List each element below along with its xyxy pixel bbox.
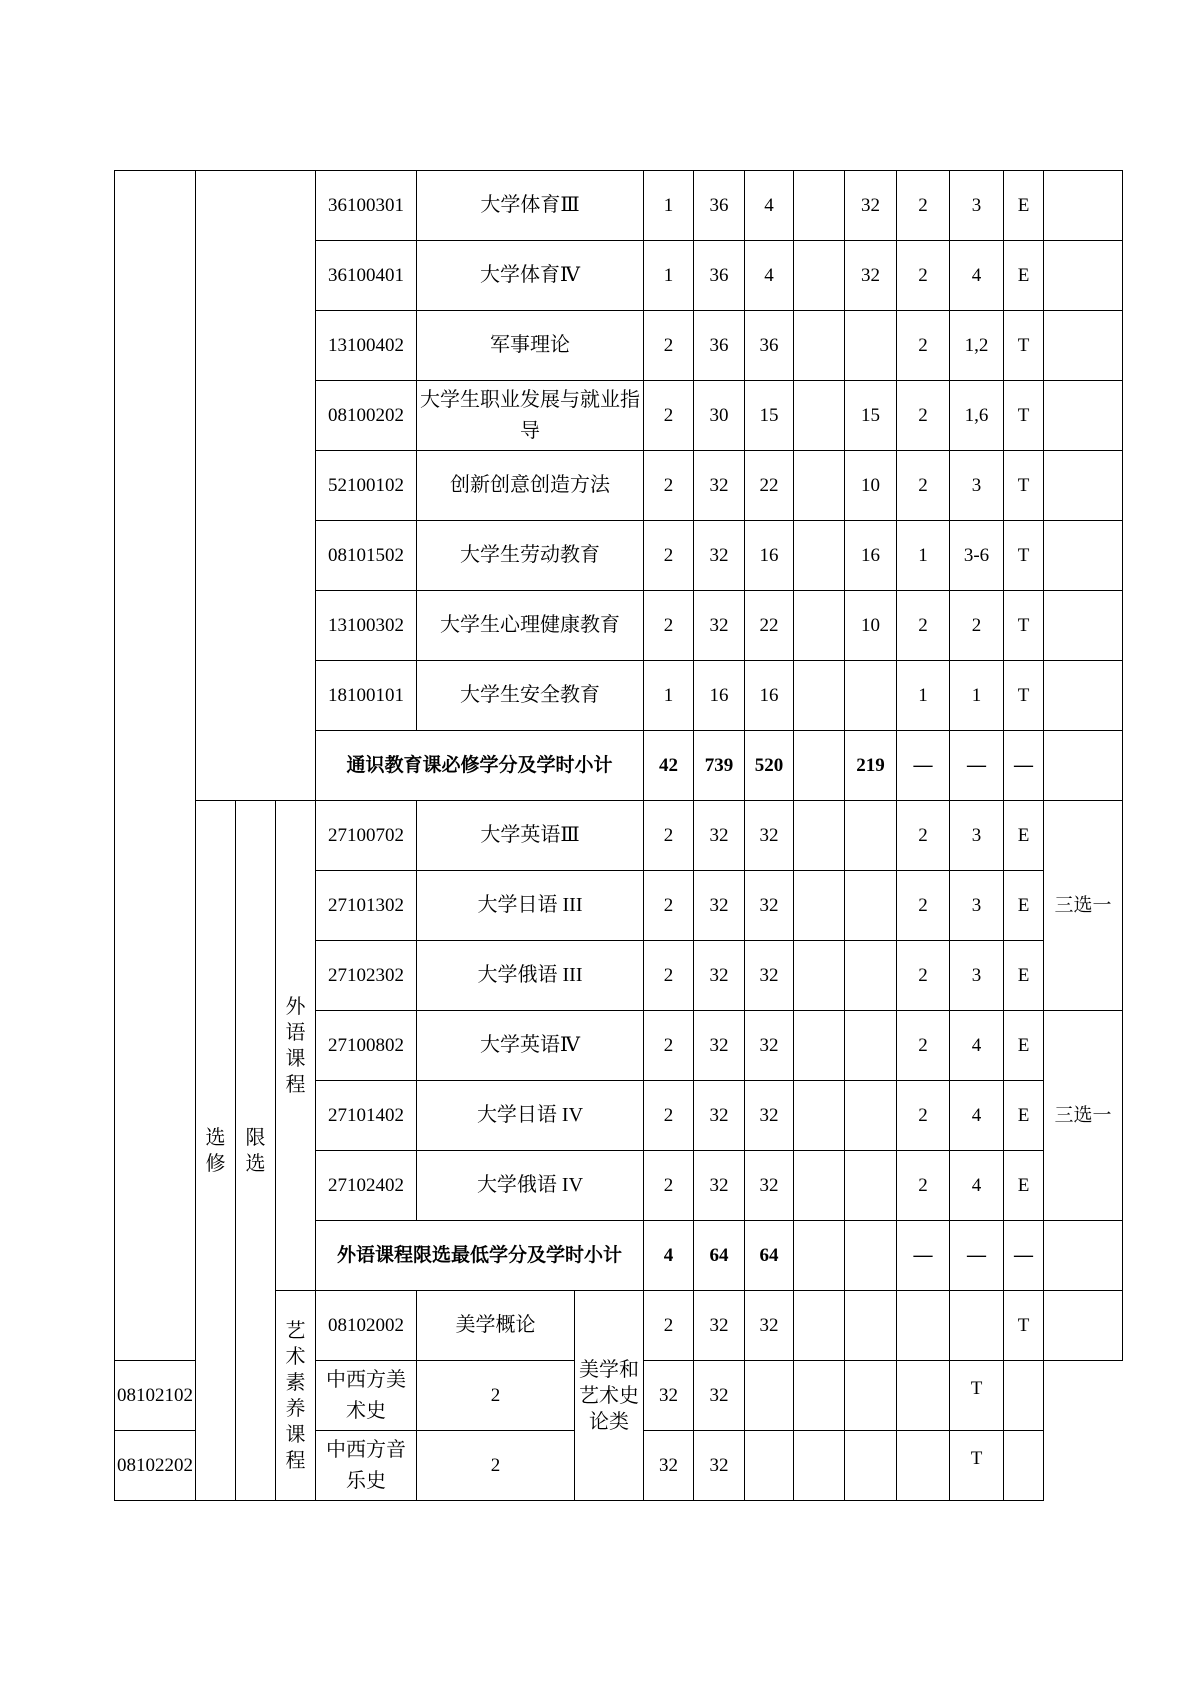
- subtotal-assessment: —: [1004, 731, 1044, 801]
- assessment: T: [1004, 661, 1044, 731]
- note: [1044, 311, 1123, 381]
- art-group-char: 程: [285, 1449, 306, 1472]
- practice-hours: [845, 1151, 897, 1221]
- assessment: T: [1004, 1291, 1044, 1361]
- curriculum-table: [114, 170, 1123, 1501]
- foreign-group-char: 外: [285, 995, 306, 1018]
- subtotal-practice: 219: [845, 731, 897, 801]
- practice-hours: [845, 661, 897, 731]
- total-hours: 32: [694, 521, 745, 591]
- assessment: T: [1004, 311, 1044, 381]
- weekly-hours: 2: [897, 1151, 950, 1221]
- total-hours: 32: [644, 1361, 694, 1431]
- credits: 1: [644, 241, 694, 311]
- semester: [897, 1431, 950, 1501]
- subtotal-hours: 64: [694, 1221, 745, 1291]
- lab-hours: [794, 451, 845, 521]
- practice-hours: 32: [845, 241, 897, 311]
- course-code: 27101402: [316, 1081, 417, 1151]
- total-hours: 30: [694, 381, 745, 451]
- semester: 1: [950, 661, 1004, 731]
- foreign-group-char: 语: [285, 1021, 306, 1044]
- course-name: 大学生职业发展与就业指导: [417, 381, 644, 451]
- art-category-line: 论类: [589, 1410, 629, 1433]
- credits: 2: [644, 311, 694, 381]
- practice-hours: 10: [845, 591, 897, 661]
- assessment: E: [1004, 1081, 1044, 1151]
- elective-type-char: 选: [205, 1126, 226, 1149]
- practice-hours: [845, 871, 897, 941]
- course-name: 大学体育Ⅲ: [417, 171, 644, 241]
- art-category-cell: [575, 1291, 644, 1501]
- lab-hours: [794, 171, 845, 241]
- assessment: T: [950, 1361, 1004, 1431]
- subtotal-semester: —: [950, 731, 1004, 801]
- lecture-hours: 32: [745, 1291, 794, 1361]
- course-name: 中西方音乐史: [316, 1431, 417, 1501]
- weekly-hours: 2: [897, 871, 950, 941]
- assessment: E: [1004, 801, 1044, 871]
- course-name: 大学生劳动教育: [417, 521, 644, 591]
- lecture-hours: 32: [745, 801, 794, 871]
- course-name: 军事理论: [417, 311, 644, 381]
- assessment: T: [1004, 451, 1044, 521]
- elective-limit-char: 选: [245, 1152, 266, 1175]
- practice-hours: 15: [845, 381, 897, 451]
- weekly-hours: 2: [897, 311, 950, 381]
- lecture-hours: 15: [745, 381, 794, 451]
- lab-hours: [745, 1361, 794, 1431]
- art-group-char: 素: [285, 1371, 306, 1394]
- course-name: 美学概论: [417, 1291, 575, 1361]
- course-code: 08102002: [316, 1291, 417, 1361]
- practice-hours: 10: [845, 451, 897, 521]
- lecture-hours: 32: [745, 941, 794, 1011]
- lab-hours: [794, 1151, 845, 1221]
- practice-hours: [845, 311, 897, 381]
- course-code: 08102202: [115, 1431, 196, 1501]
- course-name: 创新创意创造方法: [417, 451, 644, 521]
- semester: 1,2: [950, 311, 1004, 381]
- semester: 3-6: [950, 521, 1004, 591]
- art-category-line: 美学和: [579, 1358, 639, 1381]
- semester: 3: [950, 171, 1004, 241]
- semester: [897, 1361, 950, 1431]
- note: [1044, 521, 1123, 591]
- total-hours: 16: [694, 661, 745, 731]
- note: [1044, 451, 1123, 521]
- subtotal-credits: 4: [644, 1221, 694, 1291]
- credits: 2: [644, 1011, 694, 1081]
- course-code: 52100102: [316, 451, 417, 521]
- lecture-hours: 32: [745, 1011, 794, 1081]
- lecture-hours: 4: [745, 241, 794, 311]
- course-code: 27102302: [316, 941, 417, 1011]
- left-margin-cell: [115, 171, 196, 1361]
- course-code: 27102402: [316, 1151, 417, 1221]
- course-code: 08100202: [316, 381, 417, 451]
- lecture-hours: 16: [745, 521, 794, 591]
- lab-hours: [794, 1081, 845, 1151]
- total-hours: 32: [694, 1011, 745, 1081]
- course-code: 08102102: [115, 1361, 196, 1431]
- lecture-hours: 4: [745, 171, 794, 241]
- note: [1004, 1431, 1044, 1501]
- note: [1044, 591, 1123, 661]
- weekly-hours: [845, 1431, 897, 1501]
- subtotal-weekly: —: [897, 1221, 950, 1291]
- assessment: T: [950, 1431, 1004, 1501]
- course-name: 大学体育Ⅳ: [417, 241, 644, 311]
- choose-one-note: 三选一: [1044, 1011, 1123, 1221]
- art-category-line: 艺术史: [579, 1384, 639, 1407]
- assessment: T: [1004, 591, 1044, 661]
- required-category-cell: [196, 171, 316, 801]
- total-hours: 32: [694, 941, 745, 1011]
- assessment: E: [1004, 1011, 1044, 1081]
- course-code: 36100401: [316, 241, 417, 311]
- art-group-char: 术: [285, 1345, 306, 1368]
- art-group-cell: [276, 1291, 316, 1501]
- course-code: 18100101: [316, 661, 417, 731]
- subtotal-lecture: 64: [745, 1221, 794, 1291]
- credits: 2: [644, 521, 694, 591]
- practice-hours: [794, 1361, 845, 1431]
- total-hours: 36: [694, 241, 745, 311]
- course-name: 中西方美术史: [316, 1361, 417, 1431]
- semester: 2: [950, 591, 1004, 661]
- course-code: 36100301: [316, 171, 417, 241]
- weekly-hours: 2: [897, 1011, 950, 1081]
- course-name: 大学俄语 III: [417, 941, 644, 1011]
- weekly-hours: [845, 1361, 897, 1431]
- lecture-hours: 32: [745, 1081, 794, 1151]
- practice-hours: [845, 801, 897, 871]
- total-hours: 32: [694, 1081, 745, 1151]
- weekly-hours: 2: [897, 801, 950, 871]
- credits: 2: [644, 1081, 694, 1151]
- total-hours: 32: [694, 451, 745, 521]
- weekly-hours: 2: [897, 1081, 950, 1151]
- art-group-char: 课: [285, 1423, 306, 1446]
- semester: 1,6: [950, 381, 1004, 451]
- note: [1044, 241, 1123, 311]
- subtotal-label: 通识教育课必修学分及学时小计: [316, 731, 644, 801]
- note: [1044, 1291, 1123, 1361]
- credits: 2: [644, 381, 694, 451]
- subtotal-weekly: —: [897, 731, 950, 801]
- semester: 4: [950, 1081, 1004, 1151]
- lab-hours: [794, 381, 845, 451]
- subtotal-credits: 42: [644, 731, 694, 801]
- practice-hours: [845, 1011, 897, 1081]
- semester: 4: [950, 1151, 1004, 1221]
- total-hours: 32: [694, 1151, 745, 1221]
- weekly-hours: 2: [897, 241, 950, 311]
- total-hours: 36: [694, 171, 745, 241]
- course-name: 大学日语 III: [417, 871, 644, 941]
- weekly-hours: 2: [897, 171, 950, 241]
- lab-hours: [794, 1291, 845, 1361]
- credits: 2: [417, 1431, 575, 1501]
- subtotal-lab: [794, 731, 845, 801]
- note: [1044, 1221, 1123, 1291]
- total-hours: 32: [694, 591, 745, 661]
- total-hours: 32: [694, 801, 745, 871]
- total-hours: 36: [694, 311, 745, 381]
- course-name: 大学英语Ⅲ: [417, 801, 644, 871]
- choose-one-note: 三选一: [1044, 801, 1123, 1011]
- weekly-hours: 2: [897, 451, 950, 521]
- credits: 2: [644, 801, 694, 871]
- lab-hours: [794, 311, 845, 381]
- credits: 2: [644, 591, 694, 661]
- course-code: 27101302: [316, 871, 417, 941]
- table-row: [115, 171, 1123, 241]
- weekly-hours: 2: [897, 941, 950, 1011]
- practice-hours: [845, 941, 897, 1011]
- lab-hours: [745, 1431, 794, 1501]
- course-name: 大学英语Ⅳ: [417, 1011, 644, 1081]
- credits: 2: [644, 1291, 694, 1361]
- semester: 3: [950, 451, 1004, 521]
- assessment: E: [1004, 1151, 1044, 1221]
- lab-hours: [794, 801, 845, 871]
- lab-hours: [794, 1011, 845, 1081]
- foreign-group-cell: [276, 801, 316, 1291]
- art-group-char: 艺: [285, 1319, 306, 1342]
- subtotal-lab: [794, 1221, 845, 1291]
- note: [1044, 171, 1123, 241]
- course-name: 大学日语 IV: [417, 1081, 644, 1151]
- course-name: 大学生心理健康教育: [417, 591, 644, 661]
- semester: 3: [950, 801, 1004, 871]
- lab-hours: [794, 871, 845, 941]
- practice-hours: [845, 1081, 897, 1151]
- elective-limit-char: 限: [245, 1126, 266, 1149]
- course-name: 大学俄语 IV: [417, 1151, 644, 1221]
- course-code: 27100802: [316, 1011, 417, 1081]
- weekly-hours: [897, 1291, 950, 1361]
- note: [1044, 381, 1123, 451]
- credits: 2: [644, 941, 694, 1011]
- semester: 3: [950, 871, 1004, 941]
- note: [1044, 731, 1123, 801]
- total-hours: 32: [694, 1291, 745, 1361]
- lecture-hours: 36: [745, 311, 794, 381]
- practice-hours: [794, 1431, 845, 1501]
- lab-hours: [794, 241, 845, 311]
- lecture-hours: 22: [745, 451, 794, 521]
- table-row: [115, 801, 1123, 871]
- course-code: 13100302: [316, 591, 417, 661]
- credits: 2: [417, 1361, 575, 1431]
- art-group-char: 养: [285, 1397, 306, 1420]
- subtotal-lecture: 520: [745, 731, 794, 801]
- lecture-hours: 32: [694, 1431, 745, 1501]
- credits: 1: [644, 661, 694, 731]
- assessment: T: [1004, 381, 1044, 451]
- credits: 2: [644, 871, 694, 941]
- lecture-hours: 32: [745, 1151, 794, 1221]
- practice-hours: 32: [845, 171, 897, 241]
- course-code: 13100402: [316, 311, 417, 381]
- semester: [950, 1291, 1004, 1361]
- lecture-hours: 32: [745, 871, 794, 941]
- weekly-hours: 1: [897, 661, 950, 731]
- semester: 4: [950, 241, 1004, 311]
- semester: 4: [950, 1011, 1004, 1081]
- credits: 1: [644, 171, 694, 241]
- subtotal-hours: 739: [694, 731, 745, 801]
- foreign-group-char: 课: [285, 1047, 306, 1070]
- assessment: T: [1004, 521, 1044, 591]
- subtotal-practice: [845, 1221, 897, 1291]
- subtotal-semester: —: [950, 1221, 1004, 1291]
- weekly-hours: 2: [897, 381, 950, 451]
- lab-hours: [794, 941, 845, 1011]
- practice-hours: [845, 1291, 897, 1361]
- assessment: E: [1004, 241, 1044, 311]
- foreign-group-char: 程: [285, 1073, 306, 1096]
- assessment: E: [1004, 941, 1044, 1011]
- lab-hours: [794, 661, 845, 731]
- course-code: 08101502: [316, 521, 417, 591]
- total-hours: 32: [644, 1431, 694, 1501]
- lecture-hours: 22: [745, 591, 794, 661]
- course-name: 大学生安全教育: [417, 661, 644, 731]
- semester: 3: [950, 941, 1004, 1011]
- note: [1044, 661, 1123, 731]
- note: [1004, 1361, 1044, 1431]
- credits: 2: [644, 451, 694, 521]
- weekly-hours: 2: [897, 591, 950, 661]
- credits: 2: [644, 1151, 694, 1221]
- lab-hours: [794, 521, 845, 591]
- lab-hours: [794, 591, 845, 661]
- assessment: E: [1004, 171, 1044, 241]
- subtotal-label: 外语课程限选最低学分及学时小计: [316, 1221, 644, 1291]
- elective-limit-cell: [236, 801, 276, 1501]
- elective-type-char: 修: [205, 1152, 226, 1175]
- weekly-hours: 1: [897, 521, 950, 591]
- subtotal-assessment: —: [1004, 1221, 1044, 1291]
- practice-hours: 16: [845, 521, 897, 591]
- assessment: E: [1004, 871, 1044, 941]
- lecture-hours: 16: [745, 661, 794, 731]
- total-hours: 32: [694, 871, 745, 941]
- elective-type-cell: [196, 801, 236, 1501]
- course-code: 27100702: [316, 801, 417, 871]
- lecture-hours: 32: [694, 1361, 745, 1431]
